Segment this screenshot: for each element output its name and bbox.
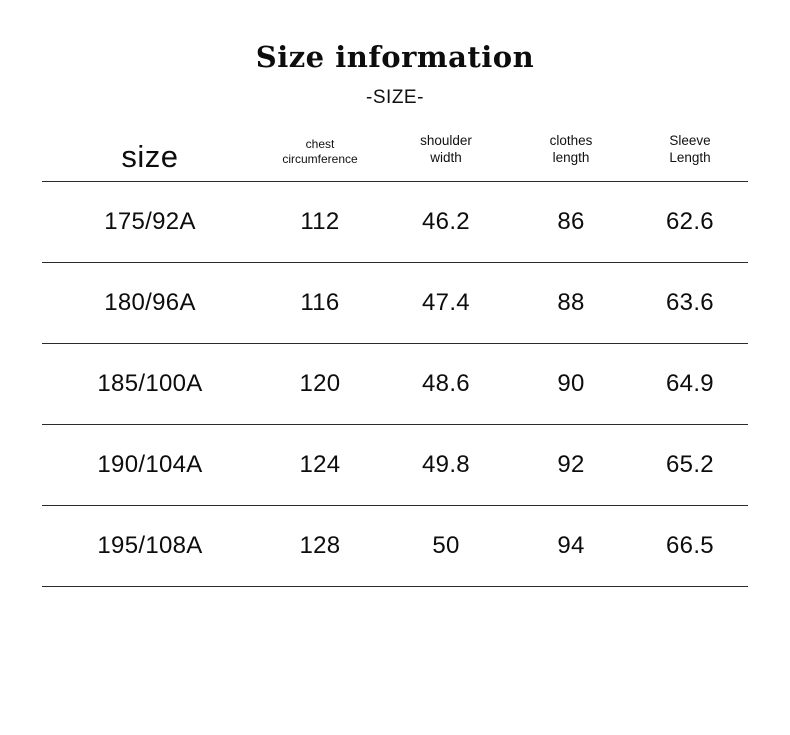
cell-chest: 116: [258, 262, 382, 343]
cell-shoulder: 50: [382, 505, 510, 586]
column-header-sleeve-line2: Length: [669, 149, 711, 165]
cell-length: 94: [510, 505, 632, 586]
cell-size: 190/104A: [42, 424, 258, 505]
cell-chest: 120: [258, 343, 382, 424]
cell-length: 92: [510, 424, 632, 505]
column-header-chest-line1: chest: [305, 136, 335, 151]
cell-length: 88: [510, 262, 632, 343]
cell-length: 90: [510, 343, 632, 424]
cell-sleeve: 66.5: [632, 505, 748, 586]
table-row: [42, 181, 748, 262]
table-header-row: [42, 133, 748, 181]
table-body: [42, 181, 748, 586]
size-table: [42, 133, 748, 587]
cell-sleeve: 62.6: [632, 181, 748, 262]
page-title: Size information: [255, 40, 535, 74]
cell-sleeve: 63.6: [632, 262, 748, 343]
table-row: [42, 424, 748, 505]
column-header-shoulder-line1: shoulder: [420, 132, 472, 148]
column-header-clothes-length: [510, 133, 632, 181]
cell-shoulder: 46.2: [382, 181, 510, 262]
cell-size: 180/96A: [42, 262, 258, 343]
cell-sleeve: 65.2: [632, 424, 748, 505]
table-row: [42, 343, 748, 424]
column-header-chest-line2: circumference: [282, 151, 358, 166]
cell-shoulder: 49.8: [382, 424, 510, 505]
cell-size: 195/108A: [42, 505, 258, 586]
cell-size: 175/92A: [42, 181, 258, 262]
table-row: [42, 262, 748, 343]
column-header-clothes-line1: clothes: [549, 132, 593, 148]
cell-chest: 124: [258, 424, 382, 505]
table-row: [42, 505, 748, 586]
column-header-shoulder-width: [382, 133, 510, 181]
column-header-shoulder-line2: width: [430, 149, 462, 165]
cell-chest: 112: [258, 181, 382, 262]
page-subtitle: -SIZE-: [366, 86, 424, 108]
cell-chest: 128: [258, 505, 382, 586]
cell-sleeve: 64.9: [632, 343, 748, 424]
column-header-sleeve-length: [632, 133, 748, 181]
cell-shoulder: 47.4: [382, 262, 510, 343]
column-header-clothes-line2: length: [552, 149, 590, 165]
column-header-chest-circumference: [258, 133, 382, 181]
cell-length: 86: [510, 181, 632, 262]
table-header: [42, 133, 748, 181]
column-header-size: size: [121, 138, 179, 174]
cell-size: 185/100A: [42, 343, 258, 424]
column-header-sleeve-line1: Sleeve: [669, 132, 711, 148]
cell-shoulder: 48.6: [382, 343, 510, 424]
